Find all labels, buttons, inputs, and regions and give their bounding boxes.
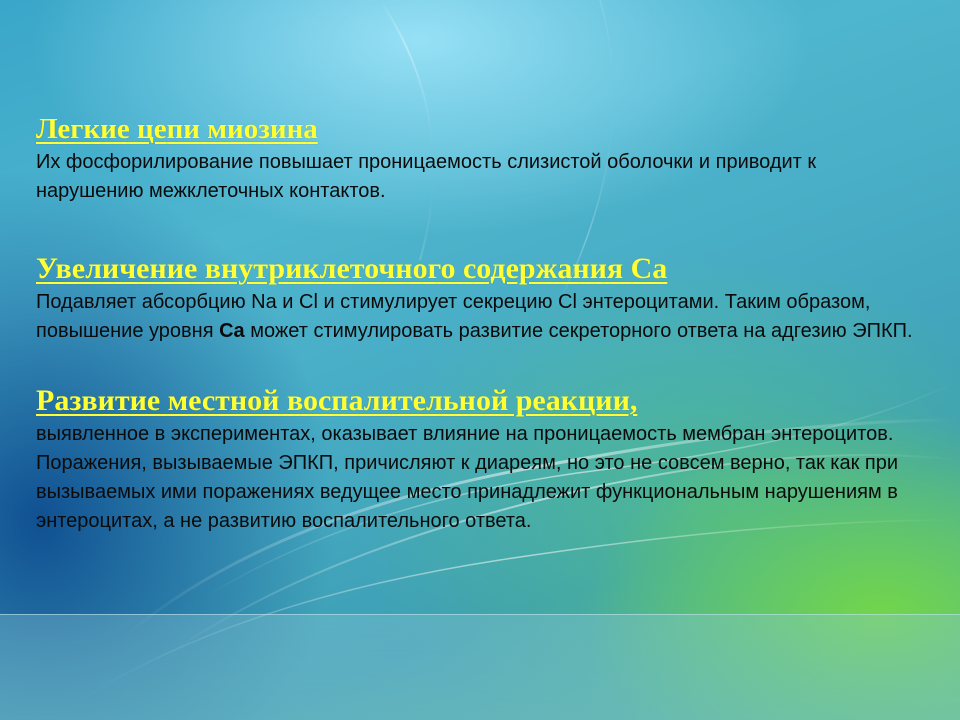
heading-myosin-light-chains: Легкие цепи миозина [36,113,318,145]
paragraph-calcium-part1: Подавляет абсорбцию Na и Cl и стимулирует секрецию Cl энтероцитами. Таким образом, повышение уровня [36,291,871,342]
paragraph-myosin: Их фосфорилирование повышает проницаемость слизистой оболочки и приводит к нарушению межклеточных контактов. [36,151,817,202]
section-calcium [36,252,916,346]
paragraph-calcium-bold-ca: Ca [219,320,245,342]
heading-intracellular-calcium: Увеличение внутриклеточного содержания Ca [36,252,668,285]
section-inflammation [36,384,916,536]
slide-content [36,112,916,536]
bottom-band [0,614,960,720]
paragraph-calcium [36,288,916,346]
section-myosin [36,112,916,206]
paragraph-calcium-part2: может стимулировать развитие секреторного ответа на адгезию ЭПКП. [244,320,913,342]
paragraph-inflammation: выявленное в экспериментах, оказывает влияние на проницаемость мембран энтероцитов. Поражения, вызываемые ЭПКП, причисляют к диареям, но это не совсем верно, так как при вызываемых ими поражениях ведущее место принадлежит функциональным нарушениям в энтероцитах, а не развитию воспалительного ответа. [36,423,899,532]
heading-local-inflammation: Развитие местной воспалительной реакции, [36,384,638,417]
